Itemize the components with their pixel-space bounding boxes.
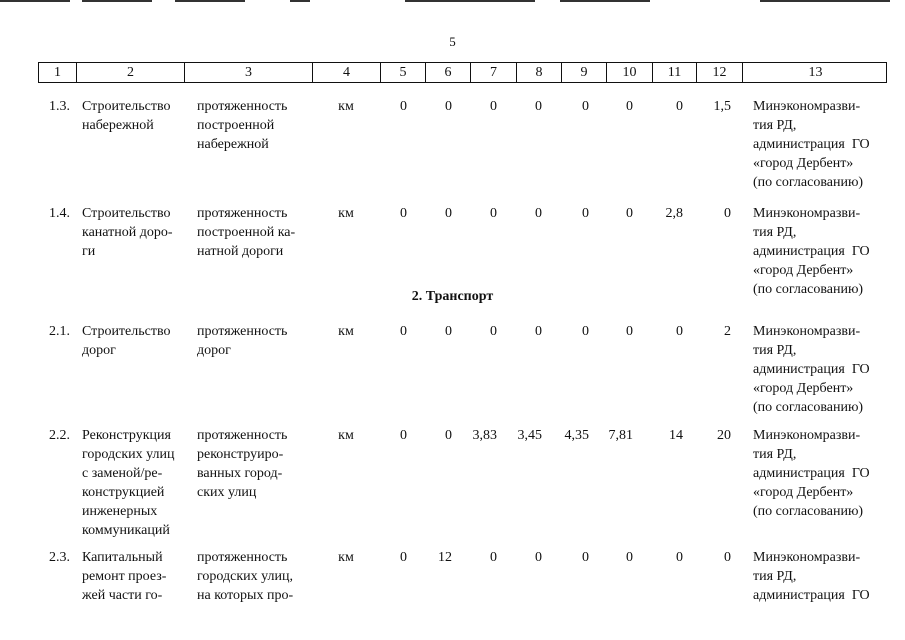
col-header-4: 4 <box>312 63 380 82</box>
row-name-line: коммуникаций <box>82 523 170 538</box>
row-indicator-line: протяженность <box>197 428 288 443</box>
row-unit: км <box>338 206 354 221</box>
row-responsible-line: «город Дербент» <box>753 263 854 278</box>
row-responsible-line: Минэкономразви- <box>753 550 861 565</box>
row-responsible <box>753 322 903 417</box>
row-responsible-line: администрация ГО <box>753 362 870 377</box>
row-name <box>82 548 194 605</box>
row-indicator-line: протяженность <box>197 324 288 339</box>
row-value-col-5: 0 <box>400 206 407 221</box>
row-responsible <box>753 204 903 299</box>
row-responsible-line: администрация ГО <box>753 588 870 603</box>
row-responsible-line: Минэкономразви- <box>753 206 861 221</box>
row-value-col-8: 0 <box>535 550 542 565</box>
row-indicator-line: ванных город- <box>197 466 283 481</box>
section-title-transport: 2. Транспорт <box>411 289 494 304</box>
row-indicator <box>197 426 312 502</box>
row-number: 1.4. <box>49 206 70 221</box>
col-header-1: 1 <box>54 65 61 80</box>
row-name-line: с заменой/ре- <box>82 466 163 481</box>
row-unit: км <box>338 550 354 565</box>
row-indicator-line: натной дороги <box>197 244 284 259</box>
row-responsible-line: администрация ГО <box>753 244 870 259</box>
top-rule-5 <box>560 0 650 2</box>
row-indicator-line: протяженность <box>197 550 288 565</box>
row-name-line: ги <box>82 244 96 259</box>
row-value-col-12: 0 <box>724 550 731 565</box>
row-value-col-11: 14 <box>669 428 683 443</box>
row-name-line: Строительство <box>82 324 171 339</box>
row-indicator <box>197 548 312 605</box>
row-value-col-11: 0 <box>676 324 683 339</box>
row-responsible-line: администрация ГО <box>753 466 870 481</box>
row-value-col-8: 3,45 <box>517 428 542 443</box>
row-name-line: Реконструкция <box>82 428 171 443</box>
col-header-9: 9 <box>561 63 606 82</box>
row-indicator <box>197 97 312 154</box>
row-value-col-8: 0 <box>535 99 542 114</box>
row-name-line: ремонт проез- <box>82 569 167 584</box>
row-responsible <box>753 548 903 605</box>
row-value-col-5: 0 <box>400 99 407 114</box>
row-number: 2.2. <box>49 428 70 443</box>
row-value-col-11: 0 <box>676 99 683 114</box>
row-value-col-7: 0 <box>490 550 497 565</box>
row-name-line: инженерных <box>82 504 158 519</box>
row-indicator-line: протяженность <box>197 206 288 221</box>
row-name-line: жей части го- <box>82 588 163 603</box>
row-value-col-5: 0 <box>400 550 407 565</box>
row-responsible-line: тия РД, <box>753 118 797 133</box>
row-indicator-line: на которых про- <box>197 588 294 603</box>
row-responsible-line: Минэкономразви- <box>753 428 861 443</box>
row-value-col-8: 0 <box>535 324 542 339</box>
row-name-line: дорог <box>82 343 116 358</box>
top-rule-2 <box>175 0 245 2</box>
row-name <box>82 204 194 261</box>
col-header-5: 5 <box>380 63 425 82</box>
row-responsible-line: «город Дербент» <box>753 485 854 500</box>
row-value-col-10: 0 <box>626 324 633 339</box>
row-value-col-9: 0 <box>582 99 589 114</box>
row-responsible-line: тия РД, <box>753 569 797 584</box>
row-number: 2.3. <box>49 550 70 565</box>
row-responsible-line: «город Дербент» <box>753 381 854 396</box>
row-name <box>82 322 194 360</box>
row-value-col-10: 0 <box>626 550 633 565</box>
row-number: 2.1. <box>49 324 70 339</box>
row-responsible-line: администрация ГО <box>753 137 870 152</box>
row-responsible-line: (по согласованию) <box>753 504 864 519</box>
col-header-7: 7 <box>470 63 516 82</box>
row-responsible-line: (по согласованию) <box>753 400 864 415</box>
row-indicator-line: построенной ка- <box>197 225 296 240</box>
top-rule-3 <box>290 0 310 2</box>
row-name <box>82 426 194 540</box>
row-indicator <box>197 204 312 261</box>
col-header-2: 2 <box>76 63 184 82</box>
row-responsible-line: (по согласованию) <box>753 175 864 190</box>
row-name-line: Капитальный <box>82 550 163 565</box>
row-responsible-line: тия РД, <box>753 225 797 240</box>
row-value-col-11: 0 <box>676 550 683 565</box>
row-value-col-6: 0 <box>445 324 452 339</box>
row-value-col-9: 0 <box>582 324 589 339</box>
row-responsible-line: «город Дербент» <box>753 156 854 171</box>
row-value-col-10: 0 <box>626 206 633 221</box>
row-indicator-line: реконструиро- <box>197 447 284 462</box>
row-indicator <box>197 322 312 360</box>
row-value-col-7: 3,83 <box>472 428 497 443</box>
col-header-13: 13 <box>742 63 888 82</box>
row-unit: км <box>338 324 354 339</box>
row-responsible-line: тия РД, <box>753 447 797 462</box>
col-header-10: 10 <box>606 63 652 82</box>
row-responsible-line: Минэкономразви- <box>753 324 861 339</box>
row-value-col-10: 0 <box>626 99 633 114</box>
row-value-col-10: 7,81 <box>608 428 633 443</box>
row-value-col-5: 0 <box>400 428 407 443</box>
top-rule-left <box>0 0 70 2</box>
row-name-line: набережной <box>82 118 154 133</box>
col-header-6: 6 <box>425 63 470 82</box>
row-name <box>82 97 194 135</box>
row-number: 1.3. <box>49 99 70 114</box>
row-value-col-7: 0 <box>490 324 497 339</box>
row-responsible <box>753 97 903 192</box>
row-value-col-8: 0 <box>535 206 542 221</box>
page-number: 5 <box>449 34 456 49</box>
row-value-col-12: 1,5 <box>713 99 731 114</box>
row-value-col-6: 0 <box>445 428 452 443</box>
row-unit: км <box>338 99 354 114</box>
col-header-3: 3 <box>184 63 312 82</box>
row-indicator-line: набережной <box>197 137 269 152</box>
row-value-col-5: 0 <box>400 324 407 339</box>
row-value-col-9: 0 <box>582 550 589 565</box>
row-responsible-line: тия РД, <box>753 343 797 358</box>
row-value-col-9: 4,35 <box>564 428 589 443</box>
column-header-row <box>38 62 887 83</box>
row-indicator-line: дорог <box>197 343 231 358</box>
row-name-line: конструкцией <box>82 485 165 500</box>
row-responsible-line: (по согласованию) <box>753 282 864 297</box>
col-header-11: 11 <box>652 63 696 82</box>
row-value-col-6: 12 <box>438 550 452 565</box>
top-rule-4 <box>405 0 535 2</box>
col-header-8: 8 <box>516 63 561 82</box>
row-value-col-7: 0 <box>490 206 497 221</box>
top-rule-6 <box>760 0 890 2</box>
row-indicator-line: ских улиц <box>197 485 257 500</box>
row-indicator-line: протяженность <box>197 99 288 114</box>
row-name-line: Строительство <box>82 99 171 114</box>
row-value-col-12: 0 <box>724 206 731 221</box>
row-value-col-12: 2 <box>724 324 731 339</box>
row-value-col-9: 0 <box>582 206 589 221</box>
row-value-col-7: 0 <box>490 99 497 114</box>
row-responsible-line: Минэкономразви- <box>753 99 861 114</box>
row-indicator-line: городских улиц, <box>197 569 293 584</box>
row-responsible <box>753 426 903 521</box>
row-indicator-line: построенной <box>197 118 275 133</box>
col-header-12: 12 <box>696 63 742 82</box>
row-value-col-11: 2,8 <box>665 206 683 221</box>
row-value-col-12: 20 <box>717 428 731 443</box>
row-value-col-6: 0 <box>445 99 452 114</box>
row-unit: км <box>338 428 354 443</box>
row-value-col-6: 0 <box>445 206 452 221</box>
row-name-line: Строительство <box>82 206 171 221</box>
top-rule-1 <box>82 0 152 2</box>
row-name-line: канатной доро- <box>82 225 173 240</box>
row-name-line: городских улиц <box>82 447 175 462</box>
